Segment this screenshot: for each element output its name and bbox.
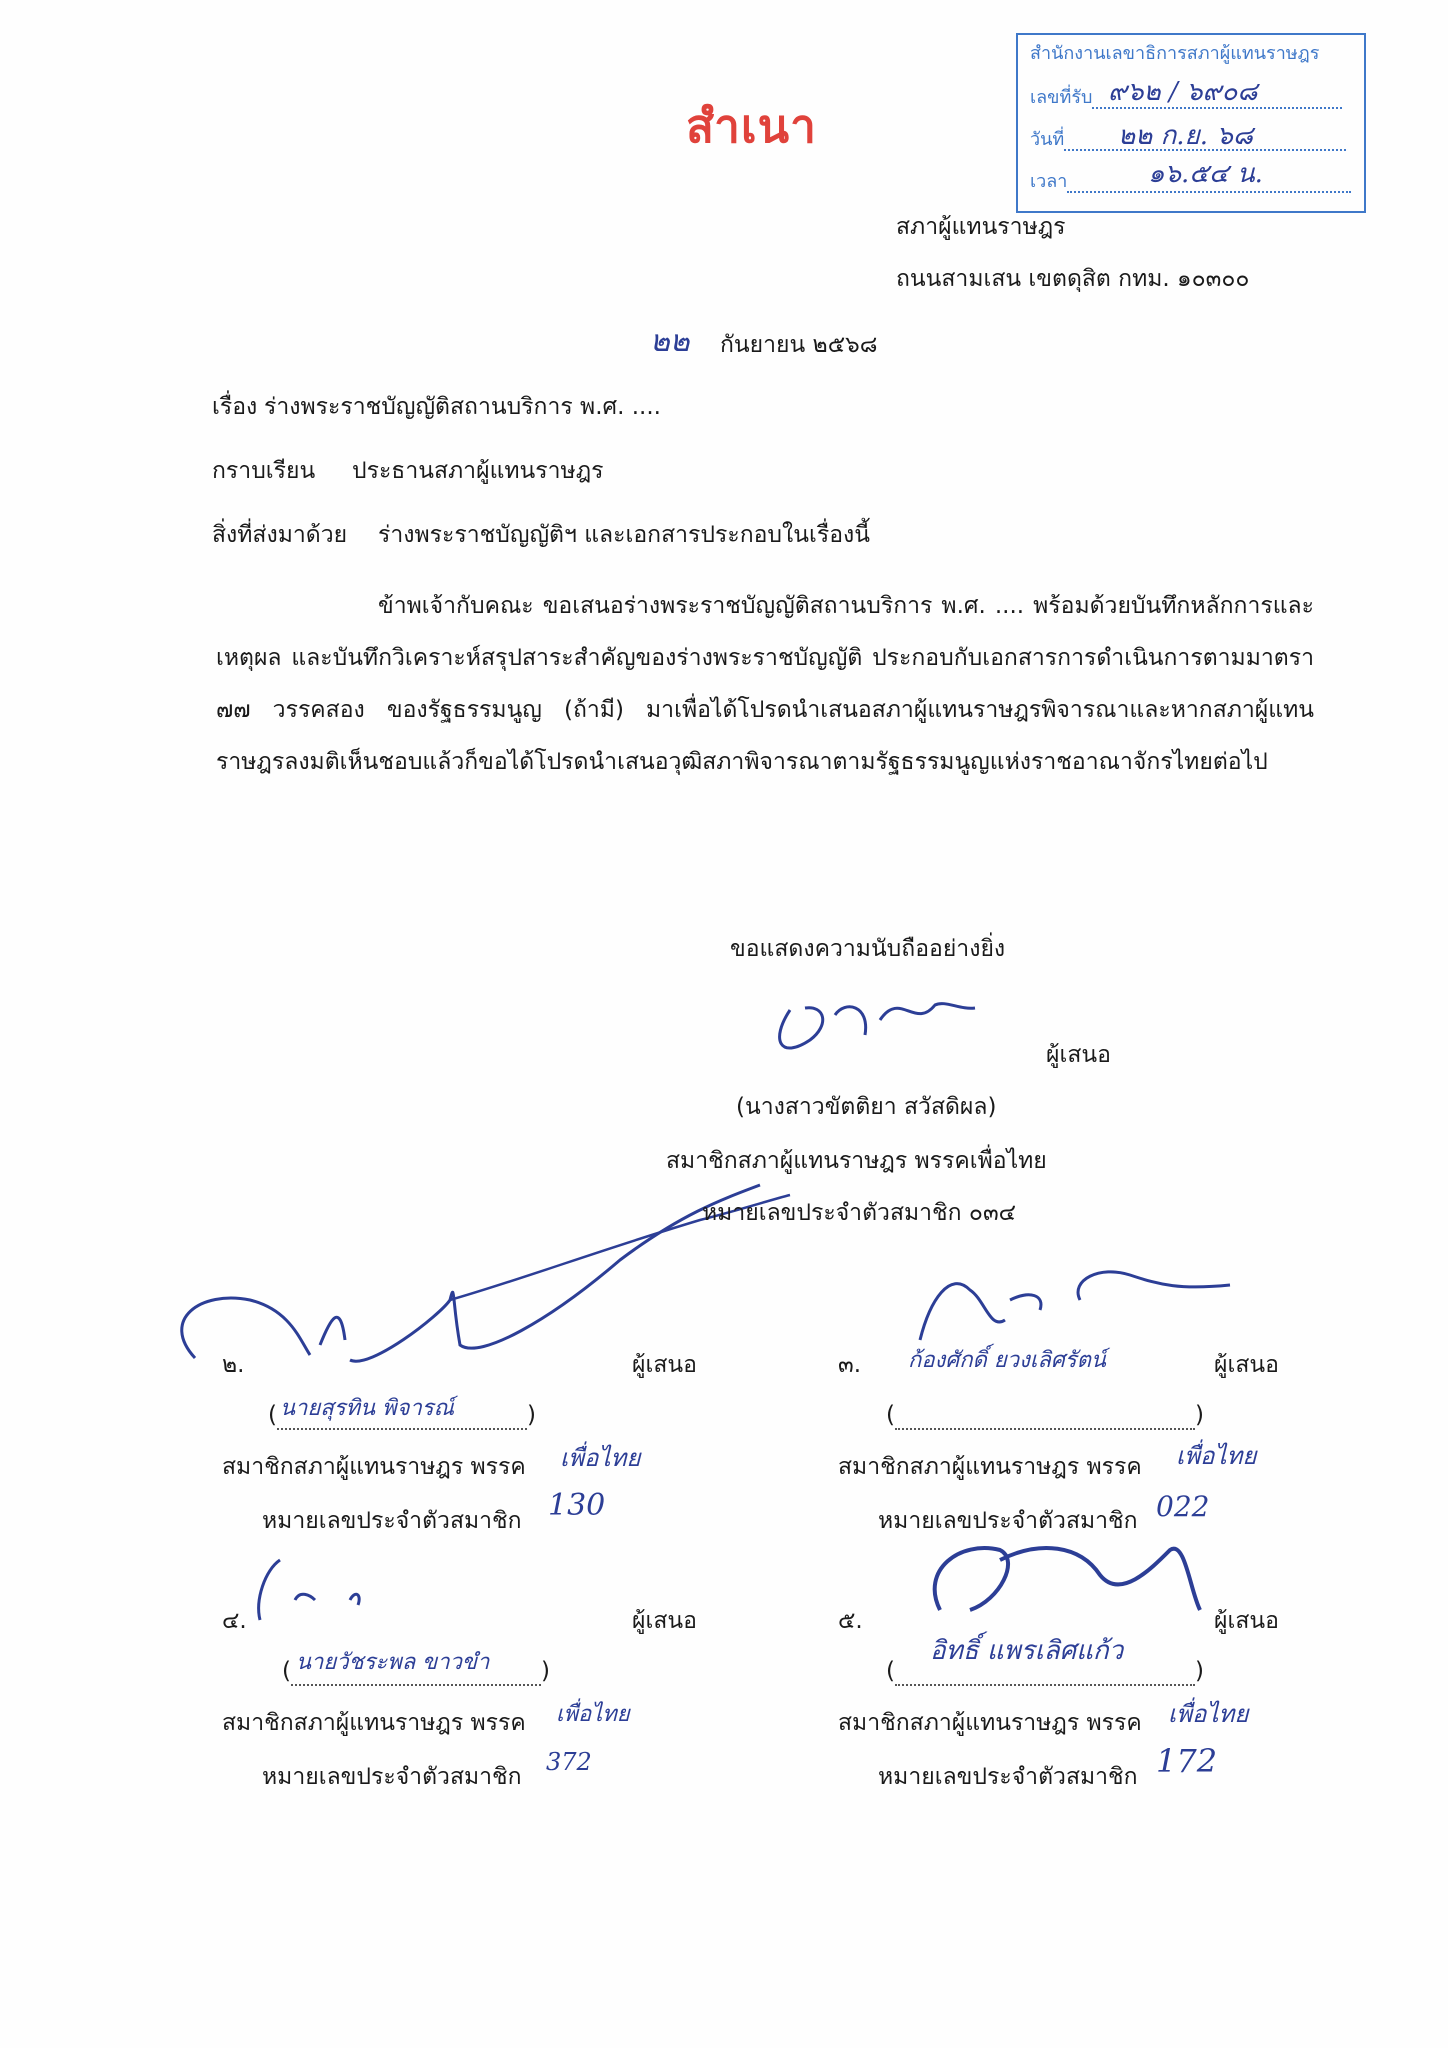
signature-2-mark: [182, 1185, 760, 1361]
to-text: ประธานสภาผู้แทนราษฎร: [352, 458, 604, 484]
stamp-time-value: ๑๖.๕๔ น.: [1148, 159, 1263, 189]
subject-label: เรื่อง: [212, 394, 258, 420]
co-proposer-2-name: นายสุรทิน พิจารณ์: [280, 1396, 455, 1421]
co-proposer-2-id-label: หมายเลขประจำตัวสมาชิก: [262, 1508, 522, 1534]
address-line-2: ถนนสามเสน เขตดุสิต กทม. ๑๐๓๐๐: [896, 266, 1250, 292]
main-proposer-role: ผู้เสนอ: [1046, 1042, 1111, 1068]
main-signer-id: หมายเลขประจำตัวสมาชิก ๐๓๔: [702, 1200, 1017, 1226]
co-proposer-4-party: เพื่อไทย: [556, 1702, 630, 1727]
co-proposer-2-role: ผู้เสนอ: [632, 1352, 697, 1378]
co-proposer-2-name-line: ( ): [268, 1402, 536, 1428]
enclosure-label: สิ่งที่ส่งมาด้วย: [212, 522, 348, 548]
closing-text: ขอแสดงความนับถืออย่างยิ่ง: [730, 936, 1006, 962]
co-proposer-3-name: ก้องศักดิ์ ยวงเลิศรัตน์: [908, 1348, 1106, 1373]
co-proposer-4-name: นายวัชระพล ขาวขำ: [296, 1650, 490, 1675]
co-proposer-4-role: ผู้เสนอ: [632, 1608, 697, 1634]
co-proposer-5-party: เพื่อไทย: [1168, 1700, 1249, 1728]
co-proposer-5-id: 172: [1156, 1742, 1218, 1780]
stamp-received-no-value: ๙๖๒ / ๖๙๐๘: [1108, 77, 1258, 107]
co-proposer-2-party: เพื่อไทย: [560, 1444, 641, 1472]
co-proposer-3-id: 022: [1156, 1490, 1210, 1523]
co-proposer-5-role: ผู้เสนอ: [1214, 1608, 1279, 1634]
co-proposer-5-id-label: หมายเลขประจำตัวสมาชิก: [878, 1764, 1138, 1790]
co-proposer-4-id-label: หมายเลขประจำตัวสมาชิก: [262, 1764, 522, 1790]
body-text: ข้าพเจ้ากับคณะ ขอเสนอร่างพระราชบัญญัติสถานบริการ พ.ศ. .... พร้อมด้วยบันทึกหลักการและเหตุผล และบันทึกวิเคราะห์สรุปสาระสำคัญของร่างพระราชบัญญัติ ประกอบกับเอกสารการดำเนินการตามมาตรา ๗๗ วรรคสอง ของรัฐธรรมนูญ (ถ้ามี) มาเพื่อได้โปรดนำเสนอสภาผู้แทนราษฎรพิจารณาและหากสภาผู้แทนราษฎรลงมติเห็นชอบแล้วก็ขอได้โปรดนำเสนอวุฒิสภาพิจารณาตามรัฐธรรมนูญแห่งราชอาณาจักรไทยต่อไป: [216, 593, 1314, 775]
co-proposer-3-party: เพื่อไทย: [1176, 1442, 1257, 1470]
co-proposer-4-name-line: ( ): [282, 1658, 550, 1684]
main-signer-name: (นางสาวขัตติยา สวัสดิผล): [736, 1094, 997, 1120]
co-proposer-5-number: ๕.: [838, 1608, 863, 1634]
main-signature-mark: [780, 1004, 975, 1048]
co-proposer-2-number: ๒.: [222, 1352, 245, 1378]
co-proposer-2-member-label: สมาชิกสภาผู้แทนราษฎร พรรค: [222, 1454, 526, 1480]
co-proposer-5-member-label: สมาชิกสภาผู้แทนราษฎร พรรค: [838, 1710, 1142, 1736]
co-proposer-3-name-line: ( ): [886, 1402, 1204, 1428]
signature-4-mark: [259, 1560, 359, 1620]
stamp-received-no-label: เลขที่รับ: [1030, 87, 1093, 108]
stamp-office: สำนักงานเลขาธิการสภาผู้แทนราษฎร: [1030, 43, 1320, 64]
date-handwritten-day: ๒๒: [650, 324, 690, 359]
address-line-1: สภาผู้แทนราษฎร: [896, 214, 1066, 240]
stamp-date-value: ๒๒ ก.ย. ๖๘: [1118, 121, 1253, 151]
stamp-time-label: เวลา: [1030, 171, 1068, 192]
co-proposer-4-member-label: สมาชิกสภาผู้แทนราษฎร พรรค: [222, 1710, 526, 1736]
date-month-year: กันยายน ๒๕๖๘: [720, 332, 878, 358]
co-proposer-3-number: ๓.: [838, 1352, 862, 1378]
to-label: กราบเรียน: [212, 458, 316, 484]
enclosure-text: ร่างพระราชบัญญัติฯ และเอกสารประกอบในเรื่องนี้: [378, 522, 870, 548]
co-proposer-3-id-label: หมายเลขประจำตัวสมาชิก: [878, 1508, 1138, 1534]
co-proposer-3-role: ผู้เสนอ: [1214, 1352, 1279, 1378]
co-proposer-3-member-label: สมาชิกสภาผู้แทนราษฎร พรรค: [838, 1454, 1142, 1480]
signature-5-mark: [935, 1548, 1200, 1610]
co-proposer-5-name: อิทธิ์ แพรเลิศแก้ว: [930, 1636, 1124, 1666]
main-signer-position: สมาชิกสภาผู้แทนราษฎร พรรคเพื่อไทย: [666, 1148, 1047, 1174]
co-proposer-4-number: ๔.: [222, 1608, 247, 1634]
co-proposer-4-id: 372: [546, 1748, 592, 1776]
stamp-date-label: วันที่: [1030, 129, 1065, 150]
co-proposer-5-name-line: ( ): [886, 1658, 1204, 1684]
subject-text: ร่างพระราชบัญญัติสถานบริการ พ.ศ. ....: [264, 394, 661, 420]
signature-3-mark: [920, 1272, 1230, 1340]
co-proposer-2-id: 130: [548, 1488, 606, 1523]
copy-label: สำเนา: [686, 99, 817, 153]
